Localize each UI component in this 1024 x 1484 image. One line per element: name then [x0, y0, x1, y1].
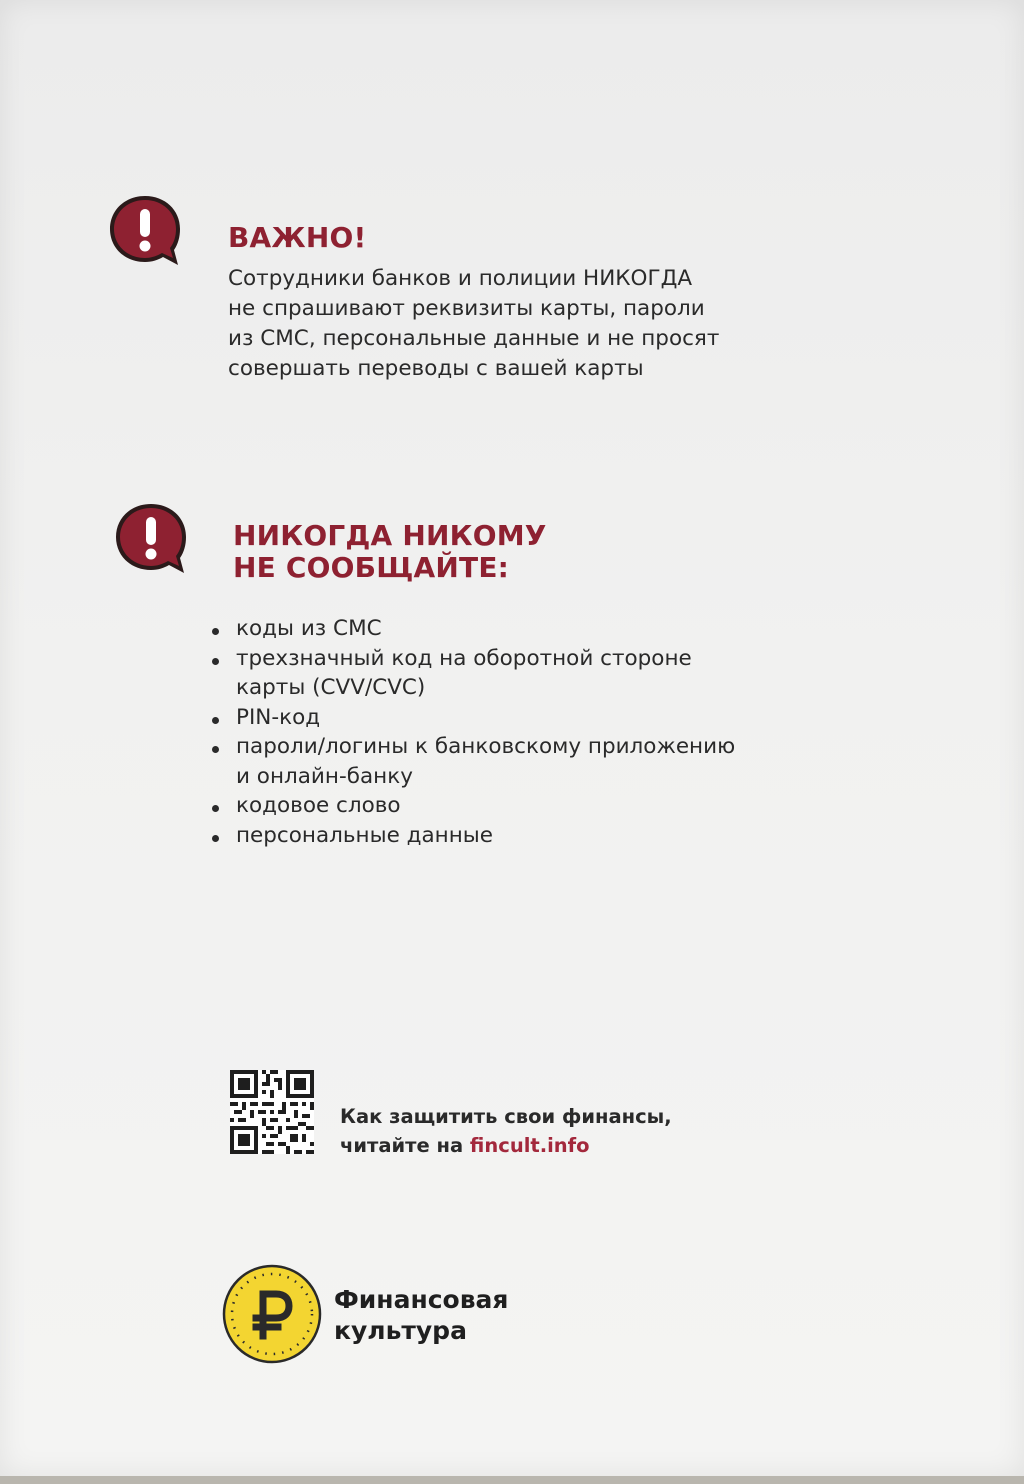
important-line: не спрашивают реквизиты карты, пароли	[228, 296, 705, 321]
important-line: совершать переводы с вашей карты	[228, 356, 644, 381]
exclamation-speech-bubble-icon	[106, 192, 184, 270]
never-share-title-line: НИКОГДА НИКОМУ	[233, 519, 547, 552]
list-item-text: PIN-код	[236, 704, 321, 730]
list-item-text: персональные данные	[236, 822, 494, 848]
section-title-important: ВАЖНО!	[228, 221, 367, 254]
qr-code-icon	[230, 1070, 314, 1154]
list-item	[208, 644, 776, 703]
list-item	[208, 821, 776, 851]
list-item-text: карты (CVV/CVC)	[236, 675, 426, 700]
list-item-text: коды из СМС	[236, 616, 382, 641]
important-line: Сотрудники банков и полиции НИКОГДА	[228, 266, 693, 291]
logo-line: Финансовая	[334, 1285, 509, 1314]
list-item	[208, 732, 776, 791]
list-item	[208, 791, 776, 821]
list-item-text: пароли/логины к банковскому приложению	[236, 734, 736, 759]
qr-caption	[340, 1102, 672, 1160]
exclamation-speech-bubble-icon	[112, 500, 190, 578]
qr-caption-line	[340, 1131, 672, 1160]
never-share-title-line: НЕ СООБЩАЙТЕ:	[233, 551, 510, 584]
list-item-text: кодовое слово	[236, 793, 401, 818]
never-share-list	[208, 614, 776, 850]
list-item-text: трехзначный код на оборотной стороне	[236, 645, 692, 671]
logo-line: культура	[334, 1316, 467, 1345]
qr-caption-line: Как защитить свои финансы,	[340, 1105, 672, 1128]
logo-wordmark	[334, 1284, 508, 1346]
fincult-link[interactable]: fincult.info	[469, 1134, 590, 1157]
important-line: из СМС, персональные данные и не просят	[228, 326, 720, 351]
table-surface	[0, 1476, 1024, 1484]
list-item	[208, 703, 776, 733]
qr-caption-prefix: читайте на	[340, 1134, 470, 1157]
ruble-coin-icon	[222, 1264, 322, 1364]
list-item-text: и онлайн-банку	[236, 763, 413, 789]
section-title-never-share	[233, 520, 547, 584]
list-item	[208, 614, 776, 644]
important-message	[228, 264, 719, 384]
